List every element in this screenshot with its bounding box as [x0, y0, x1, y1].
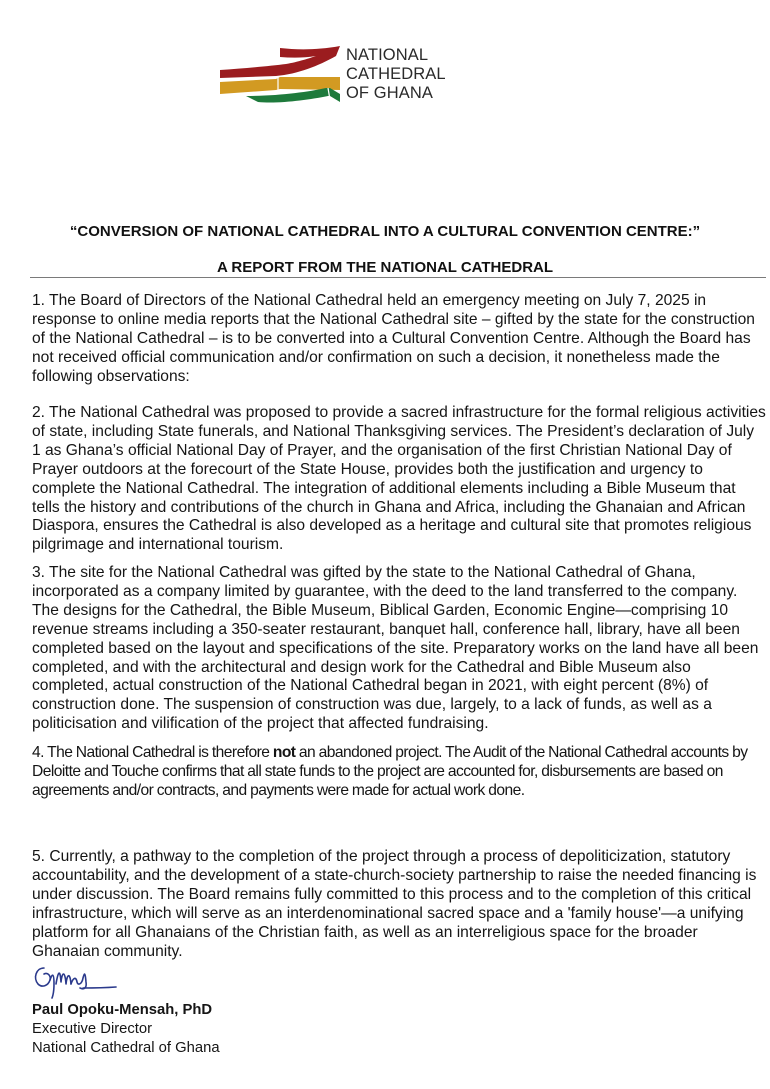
handwritten-signature-icon [30, 958, 120, 1004]
signatory-name: Paul Opoku-Mensah, PhD [32, 1002, 213, 1018]
paragraph-4-rest: an abandoned project. The Audit of the National Cathedral accounts by Deloitte and Touche confirms that all state funds to the project are accounted for, disbursements are based on agreements and/or contracts, and payments were made for actual work done. [32, 744, 748, 799]
logo-line: NATIONAL [346, 46, 429, 64]
paragraph-1: 1. The Board of Directors of the National Cathedral held an emergency meeting on July 7, 2025 in response to online media reports that the National Cathedral site – gifted by the state for the construction of the National Cathedral – is to be converted into a Cultural Convention Centre. Although the Board has not received official communication and/or confirmation on such a decision, it nonetheless made the following observations: [32, 292, 755, 385]
paragraph-2: 2. The National Cathedral was proposed to provide a sacred infrastructure for the formal religious activities of state, including State funerals, and National Thanksgiving services. The President’s declaration of July 1 as Ghana’s official National Day of Prayer, and the organisation of the first Christian National Day of Prayer outdoors at the forecourt of the State House, provides both the justification and urgency to complete the National Cathedral. The integration of additional elements including a Bible Museum that tells the history and contributions of the church in Ghana and Africa, including the Ghanaian and African Diaspora, ensures the Cathedral is also developed as a heritage and cultural site that promotes religious pilgrimage and international tourism. [32, 404, 766, 554]
logo-wordmark [346, 46, 446, 103]
document-title: “CONVERSION OF NATIONAL CATHEDRAL INTO A CULTURAL CONVENTION CENTRE:” [69, 223, 701, 240]
signatory-role: Executive Director [32, 1020, 153, 1037]
organization-logo [218, 44, 448, 108]
signatory-organization: National Cathedral of Ghana [32, 1039, 220, 1056]
document-subtitle: A REPORT FROM THE NATIONAL CATHEDRAL [216, 259, 554, 276]
title-divider [30, 277, 766, 278]
paragraph-4-lead: 4. The National Cathedral is therefore [32, 744, 273, 761]
paragraph-5: 5. Currently, a pathway to the completion of the project through a process of depoliticization, statutory accountability, and the development of a state-church-society partnership to raise the needed financing is under discussion. The Board remains fully committed to this process and to the completion of this critical infrastructure, which will serve as an interdenominational sacred space and a 'family house'—a unifying platform for all Ghanaians of the Christian faith, as well as an interreligious space for the broader Ghanaian community. [32, 848, 757, 960]
cathedral-ribbon-icon [218, 44, 343, 106]
signatory-block [32, 1001, 220, 1057]
paragraph-3: 3. The site for the National Cathedral was gifted by the state to the National Cathedral of Ghana, incorporated as a company limited by guarantee, with the deed to the land transferred to the company. The designs for the Cathedral, the Bible Museum, Biblical Garden, Economic Engine—comprising 10 revenue streams including a 350-seater restaurant, banquet hall, conference hall, library, have all been completed based on the layout and specifications of the site. Preparatory works on the land have all been completed, and with the architectural and design work for the Cathedral and Bible Museum also completed, actual construction of the National Cathedral began in 2021, with eight percent (8%) of construction done. The suspension of construction was due, largely, to a lack of funds, as well as a politicisation and vilification of the project that affected fundraising. [32, 564, 759, 733]
logo-line: CATHEDRAL [346, 65, 446, 83]
emphasis-not: not [272, 744, 296, 761]
paragraph-4 [32, 744, 767, 801]
logo-red-ribbon [220, 46, 340, 78]
logo-line: OF GHANA [346, 84, 433, 102]
